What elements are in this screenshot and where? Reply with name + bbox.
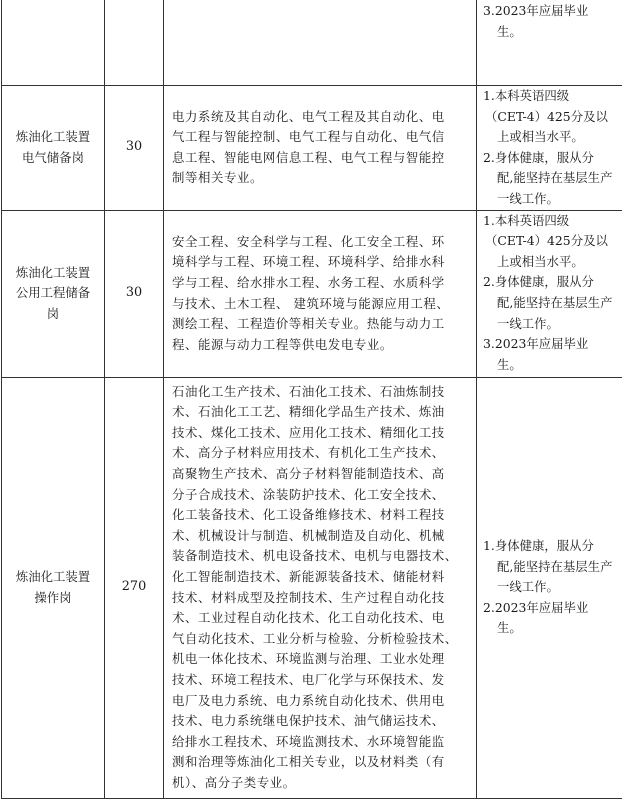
major-line: 安全工程、安全科学与工程、化工安全工程、环 (172, 232, 470, 253)
position-name-line: 公用工程储备 (6, 283, 100, 304)
table-row (2, 377, 622, 798)
position-name-line: 电气储备岗 (6, 148, 100, 169)
requirement-line: 3.2023年应届毕业 (483, 334, 618, 355)
major-line: 息工程、智能电网信息工程、电气工程与智能控 (172, 148, 470, 169)
requirements-cell (477, 86, 622, 211)
requirements-cell (477, 377, 622, 798)
position-name-cell (2, 86, 105, 211)
major-line: 术、工业过程自动化技术、化工自动化技术、电 (172, 608, 470, 629)
requirement-line: 配,能坚持在基层生产 (483, 168, 618, 189)
major-line: 技术、煤化工技术、应用化工技术、精细化工技 (172, 423, 470, 444)
requirement-line: 生。 (483, 618, 618, 639)
headcount-cell: 30 (105, 86, 164, 211)
major-line: 石油化工生产技术、石油化工技术、石油炼制技 (172, 382, 470, 403)
requirement-line: 生。 (483, 355, 618, 376)
requirement-line: （CET-4）425分及以 (483, 231, 618, 252)
recruitment-table (1, 0, 622, 799)
headcount-cell: 270 (105, 377, 164, 798)
majors-cell (164, 377, 477, 798)
position-name-cell (2, 210, 105, 377)
major-line: 气自动化技术、工业分析与检验、分析检验技术、 (172, 629, 470, 650)
requirement-line: 1.身体健康，服从分 (483, 536, 618, 557)
major-line: 化工智能制造技术、新能源装备技术、储能材料 (172, 567, 470, 588)
major-line: 电厂及电力系统、电力系统自动化技术、供用电 (172, 691, 470, 712)
major-line: 给排水工程技术、环境监测技术、水环境智能监 (172, 732, 470, 753)
major-line: 程、能源与动力工程等供电发电专业。 (172, 335, 470, 356)
requirement-line: 上或相当水平。 (483, 252, 618, 273)
requirement-line: 1.本科英语四级 (483, 86, 618, 107)
requirement-line: 2.身体健康，服从分 (483, 272, 618, 293)
major-line: 机电一体化技术、环境监测与治理、工业水处理 (172, 649, 470, 670)
requirements-cell (477, 210, 622, 377)
requirements-cell (477, 0, 622, 86)
major-line: 技术、材料成型及控制技术、生产过程自动化技 (172, 588, 470, 609)
major-line: 电力系统及其自动化、电气工程及其自动化、电 (172, 107, 470, 128)
requirement-line: 1.本科英语四级 (483, 211, 618, 232)
position-name-cell (2, 377, 105, 798)
table-row (2, 0, 622, 86)
major-line: 气工程与智能控制、电气工程与自动化、电气信 (172, 127, 470, 148)
position-name-line: 炼油化工装置 (6, 567, 100, 588)
position-name-line: 岗 (6, 304, 100, 325)
major-line: 化工装备技术、化工设备维修技术、材料工程技 (172, 505, 470, 526)
requirement-line: （CET-4）425分及以 (483, 107, 618, 128)
major-line: 装备制造技术、机电设备技术、电机与电器技术、 (172, 546, 470, 567)
table-row (2, 86, 622, 211)
requirement-line: 一线工作。 (483, 189, 618, 210)
major-line: 境科学与工程、环境工程、环境科学、给排水科 (172, 252, 470, 273)
majors-cell (164, 86, 477, 211)
requirement-line: 3.2023年应届毕业 (483, 1, 618, 22)
position-name-line: 操作岗 (6, 588, 100, 609)
requirement-line: 上或相当水平。 (483, 127, 618, 148)
table-row (2, 210, 622, 377)
major-line: 高聚物生产技术、高分子材料智能制造技术、高 (172, 464, 470, 485)
major-line: 测绘工程、工程造价等相关专业。热能与动力工 (172, 314, 470, 335)
major-line: 测和治理等炼油化工相关专业，以及材料类（有 (172, 752, 470, 773)
majors-cell (164, 0, 477, 86)
position-name-cell (2, 0, 105, 86)
requirement-line: 一线工作。 (483, 314, 618, 335)
requirement-line: 2.身体健康，服从分 (483, 148, 618, 169)
requirement-line: 2.2023年应届毕业 (483, 598, 618, 619)
major-line: 学与工程、给水排水工程、水务工程、水质科学 (172, 273, 470, 294)
requirement-line: 配,能坚持在基层生产 (483, 293, 618, 314)
major-line: 术、机械设计与制造、机械制造及自动化、机械 (172, 526, 470, 547)
position-name-line: 炼油化工装置 (6, 263, 100, 284)
major-line: 术、高分子材料应用技术、有机化工生产技术、 (172, 443, 470, 464)
requirement-line: 一线工作。 (483, 577, 618, 598)
major-line: 分子合成技术、涂装防护技术、化工安全技术、 (172, 485, 470, 506)
position-name-line: 炼油化工装置 (6, 127, 100, 148)
major-line: 技术、电力系统继电保护技术、油气储运技术、 (172, 711, 470, 732)
headcount-cell: 30 (105, 210, 164, 377)
major-line: 术、石油化工工艺、精细化学品生产技术、炼油 (172, 402, 470, 423)
majors-cell (164, 210, 477, 377)
major-line: 制等相关专业。 (172, 168, 470, 189)
headcount-cell (105, 0, 164, 86)
requirement-line: 生。 (483, 22, 618, 43)
major-line: 机）、高分子类专业。 (172, 773, 470, 794)
requirement-line: 配,能坚持在基层生产 (483, 557, 618, 578)
major-line: 与技术、土木工程、 建筑环境与能源应用工程、 (172, 294, 470, 315)
major-line: 技术、环境工程技术、电厂化学与环保技术、发 (172, 670, 470, 691)
